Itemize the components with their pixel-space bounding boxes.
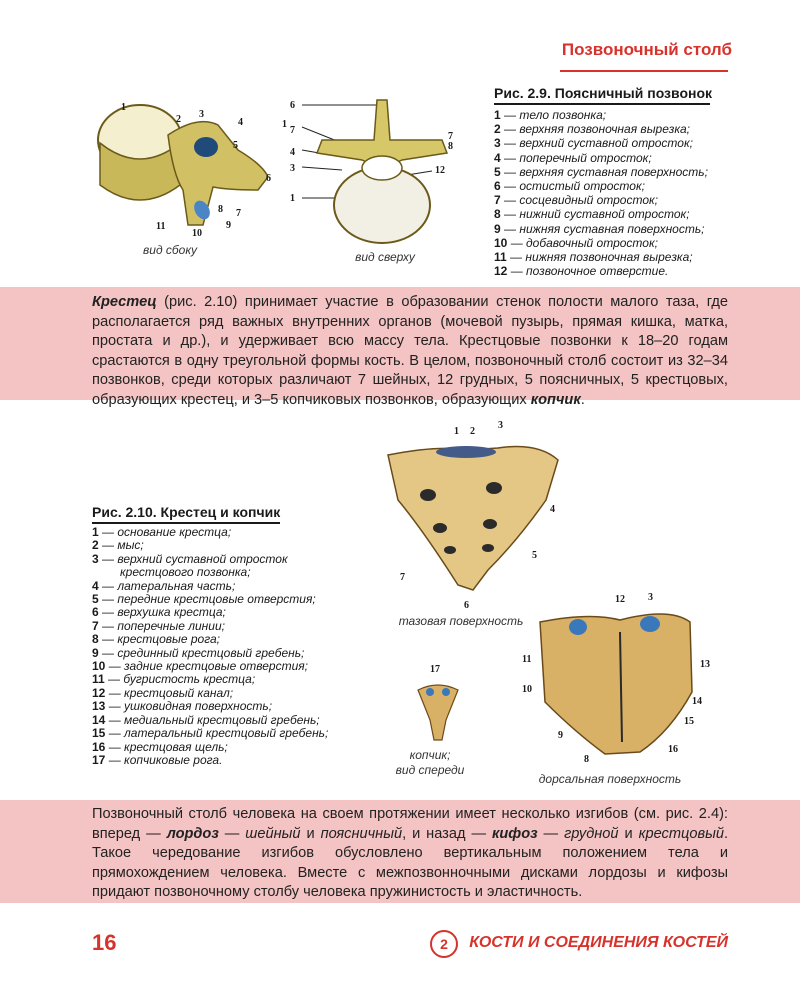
panel-sacrum-text: Крестец (рис. 2.10) принимает участие в образовании стенок полости малого таза, где располагается ряд важных внутренних органов (мочевой пузырь, прямая кишка, матка, простата и др.), и удерживает всю массу тела. Крестцовые позвонки к 18–20 годам срастаются в одну треугольной формы кость. В целом, позвоночный столб состоит из 32–34 позвонков, среди которых различают 7 шейных, 12 грудных, 5 поясничных, 5 крестцовых, образующих крестец, и 3–5 копчиковых позвонков, образующих копчик. <box>92 294 728 408</box>
label-7: 7 <box>400 572 405 583</box>
label-4: 4 <box>550 504 555 515</box>
legend-item: 5 — верхняя суставная поверхность; <box>494 164 708 179</box>
chapter-number-badge: 2 <box>430 930 458 958</box>
label-3: 3 <box>290 163 295 174</box>
caption-rule <box>494 103 710 105</box>
label-1: 1 <box>121 102 126 113</box>
label-8: 8 <box>448 141 453 152</box>
legend-item: 6 — остистый отросток; <box>494 179 645 194</box>
view-label-coccyx: копчик; вид спереди <box>395 748 465 777</box>
legend-item: 16 — крестцовая щель; <box>92 739 228 754</box>
label-7: 7 <box>236 208 241 219</box>
label-8: 8 <box>218 204 223 215</box>
label-4: 4 <box>238 117 243 128</box>
legend-item: 11 — нижняя позвоночная вырезка; <box>494 250 693 265</box>
label-12: 12 <box>615 594 625 605</box>
label-4: 4 <box>290 147 295 158</box>
legend-item: 3 — верхний суставной отросток <box>92 551 288 566</box>
label-1: 1 <box>282 119 287 130</box>
legend-item: 3 — верхний суставной отросток; <box>494 136 693 151</box>
label-3: 3 <box>199 109 204 120</box>
view-label-side: вид сбоку <box>143 243 197 257</box>
legend-item: 6 — верхушка крестца; <box>92 605 226 620</box>
legend-item: 1 — основание крестца; <box>92 525 232 539</box>
sacrum-pelvic-view <box>378 420 568 610</box>
label-12: 12 <box>435 165 445 176</box>
legend-item: 14 — медиальный крестцовый гребень; <box>92 712 320 727</box>
panel-curves-text: Позвоночный столб человека на своем протяжении имеет несколько изгибов (см. рис. 2.4): вперед — лордоз — шейный и поясничный, и назад — кифоз — грудной и крестцовый. Такое чередование изгибов обусловлено вертикальным положением тела и прямохождением человека. Вместе с межпозвонночными дисками лордозы и кифозы придают позвоночному столбу человека пружинистость и эластичность. <box>92 806 729 901</box>
label-6: 6 <box>290 100 295 111</box>
legend-item: 12 — крестцовый канал; <box>92 685 234 700</box>
info-panel-curves <box>0 800 800 903</box>
label-5: 5 <box>532 550 537 561</box>
legend-item: 13 — ушковидная поверхность; <box>92 699 273 714</box>
label-8: 8 <box>584 754 589 765</box>
chapter-title: КОСТИ И СОЕДИНЕНИЯ КОСТЕЙ <box>469 934 728 951</box>
legend-item: 1 — тело позвонка; <box>494 108 607 122</box>
coccyx-front-view <box>408 660 468 750</box>
legend-item: 7 — поперечные линии; <box>92 618 225 633</box>
label-1b: 1 <box>290 193 295 204</box>
page-number: 16 <box>92 930 117 955</box>
label-11: 11 <box>156 221 166 232</box>
legend-item: 2 — верхняя позвоночная вырезка; <box>494 122 690 137</box>
label-13: 13 <box>700 659 710 670</box>
sacrum-dorsal-view <box>520 592 720 772</box>
header-rule <box>560 70 728 72</box>
label-15: 15 <box>684 716 694 727</box>
info-panel-sacrum <box>0 287 800 408</box>
legend-item: крестцового позвонка; <box>120 565 251 580</box>
figure-2-10-caption: Рис. 2.10. Крестец и копчик <box>92 504 281 520</box>
label-9: 9 <box>226 220 231 231</box>
label-17: 17 <box>430 664 440 675</box>
view-label-top: вид сверху <box>355 250 415 264</box>
legend-item: 12 — позвоночное отверстие. <box>494 264 669 279</box>
label-6: 6 <box>266 173 271 184</box>
legend-item: 11 — бугристость крестца; <box>92 672 256 687</box>
view-label-dorsal: дорсальная поверхность <box>538 772 682 786</box>
legend-item: 10 — задние крестцовые отверстия; <box>92 659 309 674</box>
legend-item: 4 — поперечный отросток; <box>494 150 652 165</box>
legend-item: 9 — срединный крестцовый гребень; <box>92 645 305 660</box>
vertebra-top-view <box>282 95 472 255</box>
label-3: 3 <box>498 420 503 431</box>
label-14: 14 <box>692 696 702 707</box>
figure-2-10-legend <box>92 526 328 767</box>
label-2: 2 <box>470 426 475 437</box>
legend-item: 5 — передние крестцовые отверстия; <box>92 592 316 607</box>
label-11: 11 <box>522 654 532 665</box>
label-2: 2 <box>176 114 181 125</box>
term-lordosis: лордоз <box>166 825 219 842</box>
label-5: 5 <box>233 140 238 151</box>
label-10: 10 <box>522 684 532 695</box>
caption-rule <box>92 522 280 524</box>
figure-2-9-caption: Рис. 2.9. Поясничный позвонок <box>494 85 713 101</box>
legend-item: 9 — нижняя суставная поверхность; <box>494 221 705 236</box>
legend-item: 8 — нижний суставной отросток; <box>494 207 690 222</box>
vertebra-side-view <box>88 95 288 240</box>
term-kyphosis: кифоз <box>492 825 538 842</box>
label-9: 9 <box>558 730 563 741</box>
label-1: 1 <box>454 426 459 437</box>
label-7: 7 <box>448 131 453 142</box>
running-header: Позвоночный столб <box>561 40 732 59</box>
legend-item: 4 — латеральная часть; <box>92 578 236 593</box>
figure-2-9-legend <box>494 108 708 278</box>
legend-item: 15 — латеральный крестцовый гребень; <box>92 726 329 741</box>
legend-item: 7 — сосцевидный отросток; <box>494 193 658 208</box>
label-6: 6 <box>464 600 469 610</box>
term-sacrum: Крестец <box>92 294 157 310</box>
legend-item: 10 — добавочный отросток; <box>494 235 658 250</box>
label-10: 10 <box>192 228 202 239</box>
view-label-pelvic: тазовая поверхность <box>398 614 524 628</box>
legend-item: 2 — мыс; <box>92 538 144 553</box>
label-16: 16 <box>668 744 678 755</box>
term-coccyx: копчик <box>530 391 581 408</box>
legend-item: 8 — крестцовые рога; <box>92 632 221 647</box>
label-5: 7 <box>290 125 295 136</box>
legend-item: 17 — копчиковые рога. <box>92 752 223 767</box>
label-3: 3 <box>648 592 653 603</box>
